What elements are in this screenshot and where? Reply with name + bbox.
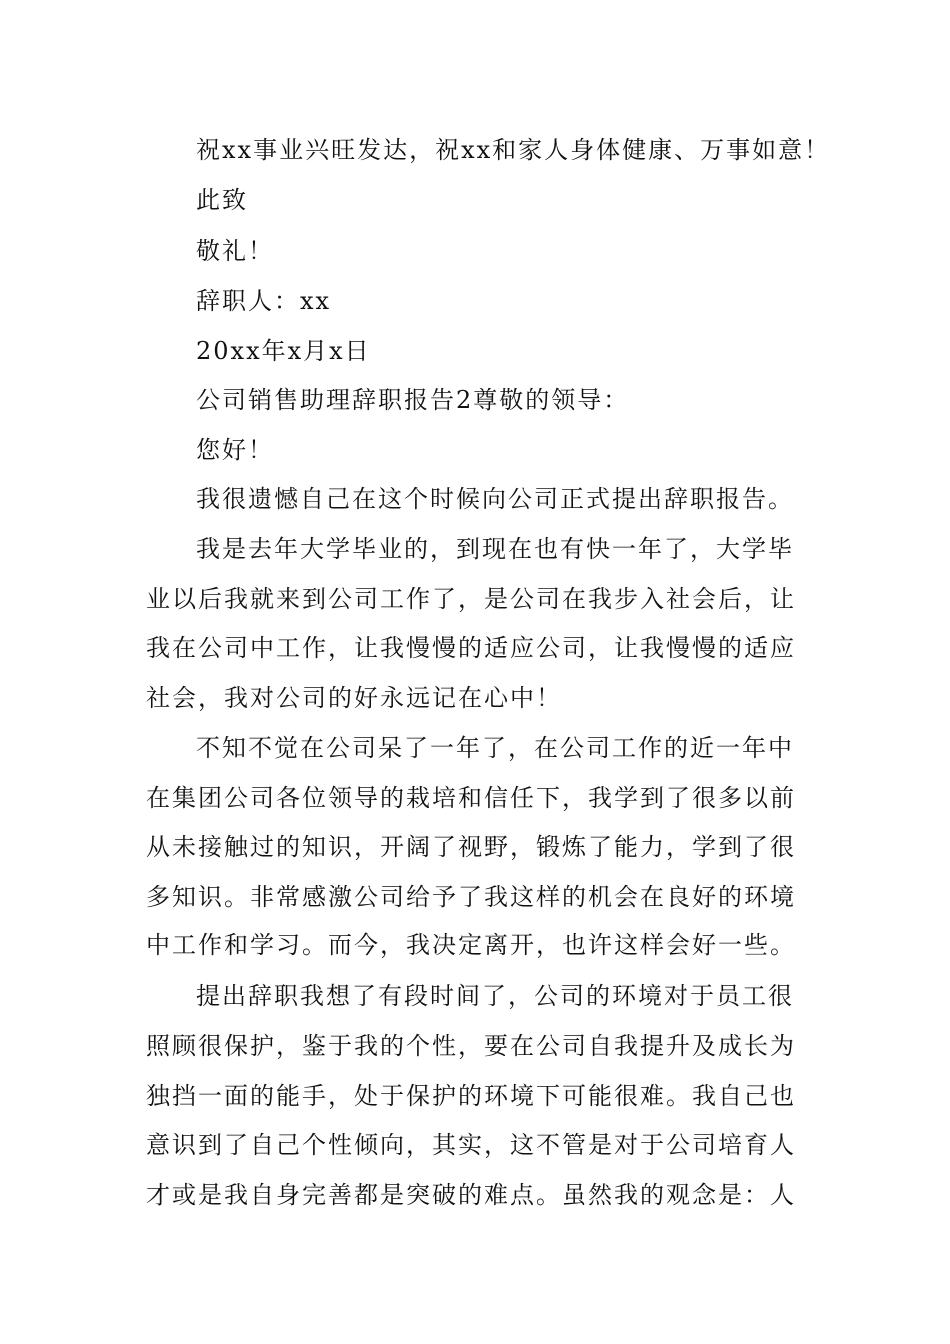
greeting-line: 您好！: [196, 436, 274, 464]
paragraph-line: 意识到了自己个性倾向，其实，这不管是对于公司培育人: [146, 1131, 796, 1159]
paragraph-line: 业以后我就来到公司工作了，是公司在我步入社会后，让: [146, 585, 796, 613]
paragraph-line: 才或是我自身完善都是突破的难点。虽然我的观念是：人: [146, 1181, 796, 1209]
paragraph-line: 多知识。非常感激公司给予了我这样的机会在良好的环境: [146, 883, 796, 911]
paragraph-line: 独挡一面的能手，处于保护的环境下可能很难。我自己也: [146, 1082, 796, 1110]
salutation-cizhi: 此致: [196, 186, 248, 214]
paragraph-line: 我在公司中工作，让我慢慢的适应公司，让我慢慢的适应: [146, 634, 796, 662]
signer-line: 辞职人：xx: [196, 287, 332, 315]
paragraph-line: 不知不觉在公司呆了一年了，在公司工作的近一年中: [196, 734, 794, 762]
salutation-jingli: 敬礼！: [196, 237, 274, 265]
paragraph-line: 提出辞职我想了有段时间了，公司的环境对于员工很: [196, 982, 794, 1010]
paragraph-line: 社会，我对公司的好永远记在心中！: [146, 684, 562, 712]
closing-wishes-line: 祝xx事业兴旺发达，祝xx和家人身体健康、万事如意！: [196, 136, 831, 164]
section-title-line: 公司销售助理辞职报告2尊敬的领导：: [196, 386, 630, 414]
date-line: 20xx年x月x日: [196, 337, 371, 365]
paragraph-line: 在集团公司各位领导的栽培和信任下，我学到了很多以前: [146, 784, 796, 812]
paragraph-line: 我是去年大学毕业的，到现在也有快一年了，大学毕: [196, 535, 794, 563]
paragraph-line: 中工作和学习。而今，我决定离开，也许这样会好一些。: [146, 931, 796, 959]
paragraph-line: 从未接触过的知识，开阔了视野，锻炼了能力，学到了很: [146, 833, 796, 861]
paragraph-line: 照顾很保护，鉴于我的个性，要在公司自我提升及成长为: [146, 1032, 796, 1060]
paragraph-line: 我很遗憾自己在这个时候向公司正式提出辞职报告。: [196, 485, 794, 513]
